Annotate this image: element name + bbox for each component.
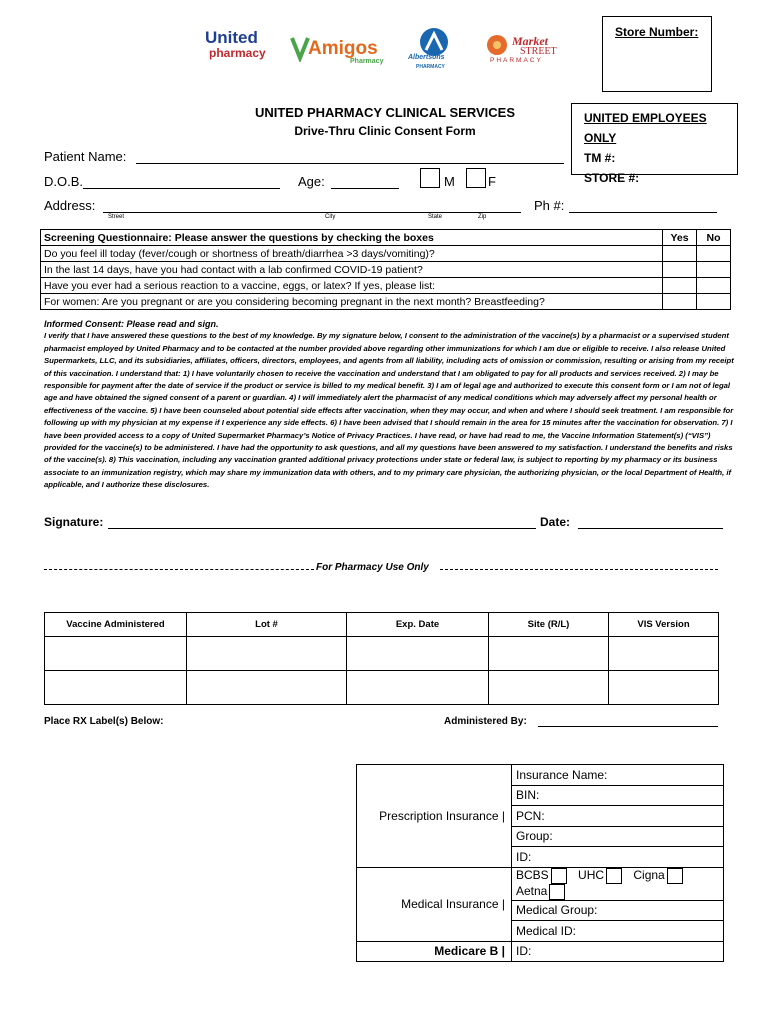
vaccine-table <box>44 612 719 705</box>
consent-heading: Informed Consent: Please read and sign. <box>44 319 219 329</box>
question-text: In the last 14 days, have you had contact with a lab confirmed COVID-19 patient? <box>41 262 663 278</box>
yes-header: Yes <box>663 230 697 246</box>
dob-label: D.O.B. <box>44 174 84 189</box>
administered-by-label: Administered By: <box>444 716 527 727</box>
medical-id-field[interactable]: Medical ID: <box>512 921 724 942</box>
medicare-b-cell: Medicare B | <box>357 941 512 962</box>
pharmacy-use-label: For Pharmacy Use Only <box>316 562 429 573</box>
id-field[interactable]: ID: <box>512 847 724 868</box>
carrier-row: BCBS UHC Cigna Aetna <box>512 867 724 900</box>
question-row <box>41 294 731 310</box>
market-street-pharmacy-logo: Market STREET PHARMACY <box>486 30 566 66</box>
sex-f-checkbox[interactable] <box>466 168 486 188</box>
yes-checkbox[interactable] <box>663 278 697 294</box>
question-row <box>41 262 731 278</box>
bcbs-checkbox[interactable] <box>551 868 567 884</box>
address-field[interactable] <box>103 199 521 213</box>
patient-name-field[interactable] <box>136 150 564 164</box>
signature-label: Signature: <box>44 515 104 529</box>
lot-header: Lot # <box>187 613 347 637</box>
phone-label: Ph #: <box>534 198 565 213</box>
site-cell[interactable] <box>489 671 609 705</box>
patient-name-label: Patient Name: <box>44 149 127 164</box>
age-label: Age: <box>298 174 325 189</box>
question-text: For women: Are you pregnant or are you considering becoming pregnant in the next month? Breastfeeding? <box>41 294 663 310</box>
tm-number-field[interactable]: TM #: <box>584 151 616 165</box>
no-checkbox[interactable] <box>697 262 731 278</box>
pcn-field[interactable]: PCN: <box>512 806 724 827</box>
age-field[interactable] <box>331 175 399 189</box>
form-title: UNITED PHARMACY CLINICAL SERVICES <box>254 105 516 120</box>
dob-field[interactable] <box>83 175 280 189</box>
cigna-checkbox[interactable] <box>667 868 683 884</box>
screening-questionnaire-table <box>40 229 731 310</box>
medical-insurance-cell: Medical Insurance | <box>357 867 512 941</box>
pharmacy-divider-left <box>44 569 314 570</box>
state-sublabel: State <box>428 214 443 220</box>
site-cell[interactable] <box>489 637 609 671</box>
no-checkbox[interactable] <box>697 246 731 262</box>
insurance-name-field[interactable]: Insurance Name: <box>512 765 724 786</box>
amigos-pharmacy-logo: Amigos Pharmacy <box>288 30 393 70</box>
medical-group-field[interactable]: Medical Group: <box>512 900 724 921</box>
lot-cell[interactable] <box>187 637 347 671</box>
exp-date-header: Exp. Date <box>347 613 489 637</box>
vaccine-header: Vaccine Administered <box>45 613 187 637</box>
rx-label: Place RX Label(s) Below: <box>44 716 164 727</box>
vis-cell[interactable] <box>609 671 719 705</box>
form-subtitle: Drive-Thru Clinic Consent Form <box>294 124 476 138</box>
address-label: Address: <box>44 198 96 213</box>
market-street-flower-icon <box>486 34 508 56</box>
phone-field[interactable] <box>569 199 717 213</box>
sex-f-label: F <box>488 174 496 189</box>
informed-consent-section <box>44 318 734 492</box>
city-sublabel: City <box>325 214 336 220</box>
table-row <box>45 671 719 705</box>
no-checkbox[interactable] <box>697 278 731 294</box>
pharmacy-divider-right <box>440 569 718 570</box>
zip-sublabel: Zip <box>478 214 487 220</box>
yes-checkbox[interactable] <box>663 262 697 278</box>
no-checkbox[interactable] <box>697 294 731 310</box>
administered-by-field[interactable] <box>538 714 718 727</box>
insurance-table <box>356 764 724 962</box>
consent-body: I verify that I have answered these questions to the best of my knowledge. By my signature below, I consent to the administration of the vaccine(s) by a pharmacist or a supervised student pharmacist employed by United Pharmacy and to be contacted at the number provided above regarding other immunizations for which I am due or eligible to receive. I also release United Supermarkets, LLC, and its subsidiaries, affiliates, officers, directors, employees, and agents from all liability, including acts of omission or commission, resulting or arising from my receipt of this vaccination. I understand that: 1) I have voluntarily chosen to receive the vaccination and understand that I am obligated to pay for all products and services received. 2) I may be responsible for payment after the date of service if the product or service is billed to my medical benefit. 3) I am of legal age and authorized to execute this consent form or I am not of legal age and have obtained the signed consent of a parent or guardian. 4) I will immediately alert the pharmacist of any medical conditions which may adversely affect my personal health or effectiveness of the vaccine. 5) I have been counseled about potential side effects after vaccination, when they may occur, and when and where I should seek treatment. I am responsible for following up with my physician at my expense if I experience any side effects. 6) I have been advised that I should remain in the area for 15 minutes after the vaccination for observation. 7) I have been provided access to a copy of United Supermarket Pharmacy’s Notice of Privacy Practices. I have read, or have had read to me, the Vaccine Information Statement(s) (“VIS”) provided for the vaccine(s) to be administered. I have had the opportunity to ask questions, and all my questions have been answered to my satisfaction. I understand the benefits and risks of the vaccine(s). 8) This vaccination, including any vaccination granted additional privacy protections under state or federal law, is subject to reporting by my pharmacy or its business associate to an immunization registry, which may share my immunization data with others, and to my primary care physician, the authorizing physician, or the local Department of Health, if applicable, and I authorize these disclosures. <box>44 331 734 490</box>
lot-cell[interactable] <box>187 671 347 705</box>
united-pharmacy-logo: United pharmacy <box>205 28 266 60</box>
store-number-label: Store Number: <box>615 25 699 39</box>
vis-cell[interactable] <box>609 637 719 671</box>
yes-checkbox[interactable] <box>663 294 697 310</box>
yes-checkbox[interactable] <box>663 246 697 262</box>
bin-field[interactable]: BIN: <box>512 785 724 806</box>
medicare-id-field[interactable]: ID: <box>512 941 724 962</box>
group-field[interactable]: Group: <box>512 826 724 847</box>
table-row <box>45 637 719 671</box>
question-row <box>41 246 731 262</box>
no-header: No <box>697 230 731 246</box>
employees-only-box <box>571 103 738 185</box>
exp-date-cell[interactable] <box>347 637 489 671</box>
questionnaire-header: Screening Questionnaire: Please answer the questions by checking the boxes <box>41 230 663 246</box>
signature-field[interactable] <box>108 515 536 529</box>
vaccine-cell[interactable] <box>45 671 187 705</box>
vis-version-header: VIS Version <box>609 613 719 637</box>
vaccine-cell[interactable] <box>45 637 187 671</box>
street-sublabel: Street <box>108 214 125 220</box>
aetna-checkbox[interactable] <box>549 884 565 900</box>
question-row <box>41 278 731 294</box>
uhc-checkbox[interactable] <box>606 868 622 884</box>
store-number-box[interactable] <box>602 16 712 92</box>
prescription-insurance-cell: Prescription Insurance | <box>357 765 512 868</box>
question-text: Do you feel ill today (fever/cough or shortness of breath/diarrhea >3 days/vomiting)? <box>41 246 663 262</box>
employees-only-title: UNITED EMPLOYEES ONLY <box>584 111 707 145</box>
exp-date-cell[interactable] <box>347 671 489 705</box>
sex-m-label: M <box>444 174 455 189</box>
question-text: Have you ever had a serious reaction to a vaccine, eggs, or latex? If yes, please list: <box>41 278 663 294</box>
employee-store-number-field[interactable]: STORE #: <box>584 171 640 185</box>
date-label: Date: <box>540 515 571 529</box>
site-header: Site (R/L) <box>489 613 609 637</box>
sex-m-checkbox[interactable] <box>420 168 440 188</box>
date-field[interactable] <box>578 515 723 529</box>
albertsons-pharmacy-logo: Albertsons PHARMACY <box>404 26 464 72</box>
